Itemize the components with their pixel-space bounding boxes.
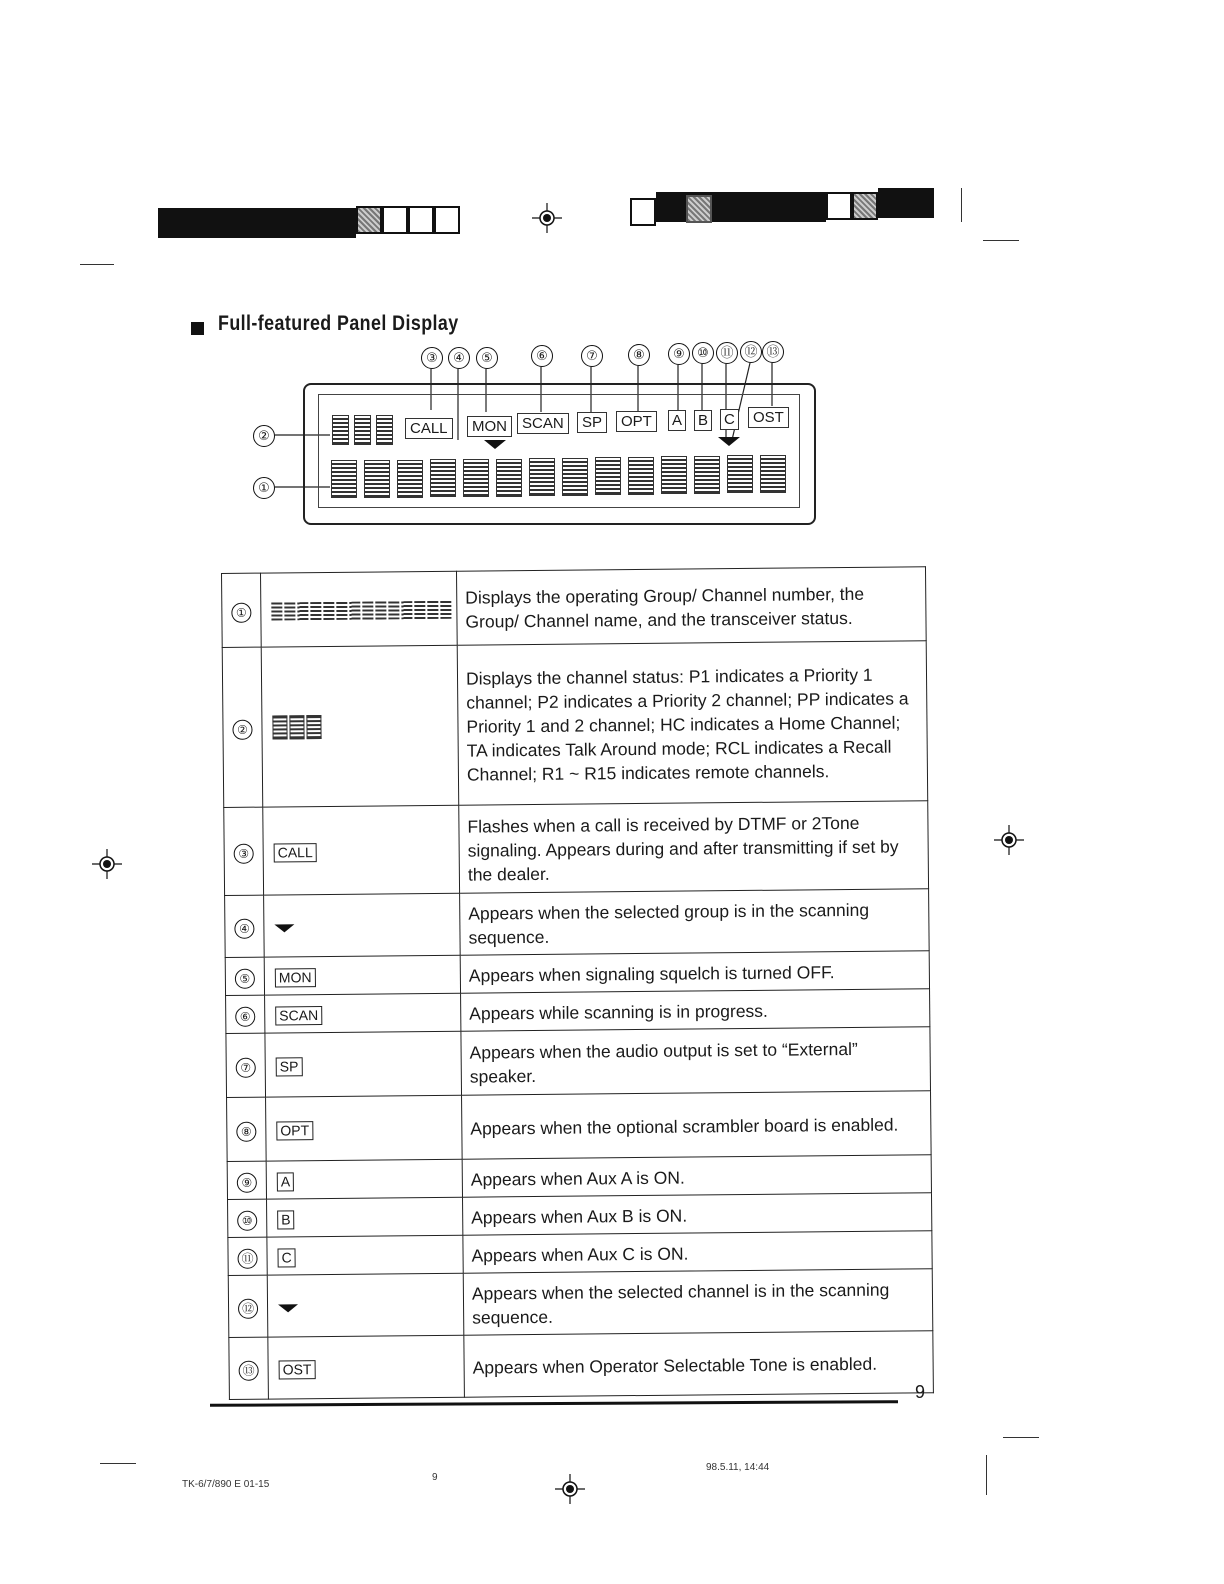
row-number: ⑪ <box>237 1248 257 1268</box>
callout-7: ⑦ <box>581 345 603 367</box>
sp-indicator: SP <box>577 412 607 433</box>
main-display-glyph <box>661 456 687 494</box>
ost-indicator: OST <box>748 407 789 428</box>
row-number: ① <box>231 602 251 622</box>
b-indicator: B <box>694 410 712 431</box>
row-number: ④ <box>234 918 254 938</box>
main-display-glyph <box>562 458 588 496</box>
indicator-table <box>221 566 934 1400</box>
main-display-glyph <box>595 457 621 495</box>
callout-1: ① <box>253 477 275 499</box>
a-indicator: A <box>668 410 686 431</box>
row-number: ⑫ <box>238 1298 258 1318</box>
row-number: ⑤ <box>235 968 255 988</box>
crosshair-target-icon <box>92 849 122 879</box>
footer-timestamp: 98.5.11, 14:44 <box>706 1462 770 1473</box>
group-scan-triangle-icon <box>484 440 506 449</box>
row-description: Appears when Aux A is ON. <box>462 1155 931 1198</box>
ost-icon: OST <box>279 1360 316 1379</box>
bottom-rule <box>210 1400 898 1407</box>
row-description: Appears when the selected group is in the scanning sequence. <box>460 889 930 955</box>
table-row <box>228 1269 933 1338</box>
callout-12: ⑫ <box>740 341 762 363</box>
main-display-glyph <box>364 460 390 498</box>
call-indicator: CALL <box>405 418 453 439</box>
row-number: ⑬ <box>239 1360 259 1380</box>
row-description: Appears when signaling squelch is turned OFF. <box>460 951 929 994</box>
row-description: Appears when the selected channel is in the scanning sequence. <box>463 1269 933 1335</box>
row-description: Flashes when a call is received by DTMF or 2Tone signaling. Appears during and after transmitting if set by the dealer. <box>459 801 929 893</box>
crop-mark <box>986 1455 987 1495</box>
row-description: Appears when the audio output is set to “External” speaker. <box>461 1027 931 1095</box>
row-number: ⑦ <box>236 1057 256 1077</box>
main-display-glyph <box>760 455 786 493</box>
row-number: ③ <box>234 843 254 863</box>
call-icon: CALL <box>274 843 317 862</box>
aux-c-icon: C <box>277 1248 295 1267</box>
callout-4: ④ <box>448 347 470 369</box>
callout-6: ⑥ <box>531 345 553 367</box>
table-row <box>222 567 927 648</box>
status-glyph <box>376 415 393 445</box>
mon-indicator: MON <box>467 416 512 437</box>
row-description: Appears when Aux B is ON. <box>463 1193 932 1236</box>
row-number: ⑨ <box>237 1172 257 1192</box>
main-display-glyph <box>529 458 555 496</box>
scan-indicator: SCAN <box>517 413 569 434</box>
row-icon <box>261 645 459 807</box>
row-description: Appears when the optional scrambler board is enabled. <box>462 1091 932 1159</box>
crosshair-target-icon <box>994 825 1024 855</box>
row-number: ⑩ <box>237 1210 257 1230</box>
callout-11: ⑪ <box>716 342 738 364</box>
table-row <box>229 1331 934 1400</box>
row-description: Appears when Aux C is ON. <box>463 1231 932 1274</box>
table-row <box>225 889 930 958</box>
callout-10: ⑩ <box>692 342 714 364</box>
crop-mark <box>1003 1437 1039 1438</box>
main-display-glyph <box>694 456 720 494</box>
row-number: ② <box>232 719 252 739</box>
main-display-glyph <box>430 459 456 497</box>
triangle-down-icon <box>274 924 294 932</box>
c-indicator: C <box>720 409 739 430</box>
status-glyph <box>332 415 349 445</box>
row-number: ⑥ <box>235 1006 255 1026</box>
main-display-glyph <box>463 459 489 497</box>
row-description: Appears when Operator Selectable Tone is enabled. <box>464 1331 934 1397</box>
table-row <box>224 801 929 896</box>
main-display-glyph <box>628 457 654 495</box>
main-display-glyph <box>727 455 753 493</box>
mon-icon: MON <box>275 968 316 987</box>
callout-3: ③ <box>421 347 443 369</box>
callout-13: ⑬ <box>762 341 784 363</box>
table-row <box>222 641 928 808</box>
status-glyph <box>354 415 371 445</box>
table-row <box>227 1091 932 1162</box>
opt-icon: OPT <box>276 1121 313 1140</box>
channel-scan-triangle-icon <box>718 437 740 446</box>
triangle-down-icon <box>278 1304 298 1312</box>
scan-icon: SCAN <box>275 1006 322 1025</box>
row-description: Displays the channel status: P1 indicates a Priority 1 channel; P2 indicates a Priority 2 channel; PP indicates a Priority 1 and 2 channel; HC indicates a Home Channel; TA indicates Talk Around mode; RCL indicates a Recall Channel; R1 ~ R15 indicates remote channels. <box>457 641 928 805</box>
callout-5: ⑤ <box>476 347 498 369</box>
table-row <box>226 1027 931 1098</box>
main-display-glyph <box>496 459 522 497</box>
main-display-glyph <box>397 460 423 498</box>
callout-2: ② <box>253 425 275 447</box>
row-icon <box>261 571 458 647</box>
row-description: Appears while scanning is in progress. <box>461 989 930 1032</box>
section-heading: Full-featured Panel Display <box>218 312 459 335</box>
sp-icon: SP <box>276 1057 303 1076</box>
footer-page: 9 <box>432 1472 438 1483</box>
footer-file-code: TK-6/7/890 E 01-15 <box>182 1479 270 1490</box>
opt-indicator: OPT <box>616 411 657 432</box>
row-description: Displays the operating Group/ Channel number, the Group/ Channel name, and the transceiver status. <box>456 567 926 645</box>
row-number: ⑧ <box>236 1121 256 1141</box>
crop-mark <box>100 1463 136 1464</box>
callout-9: ⑨ <box>668 343 690 365</box>
main-display-glyph <box>331 460 357 498</box>
aux-b-icon: B <box>277 1210 295 1229</box>
page-number: 9 <box>915 1382 926 1402</box>
callout-8: ⑧ <box>628 344 650 366</box>
aux-a-icon: A <box>277 1172 295 1191</box>
crosshair-target-icon <box>555 1474 585 1504</box>
